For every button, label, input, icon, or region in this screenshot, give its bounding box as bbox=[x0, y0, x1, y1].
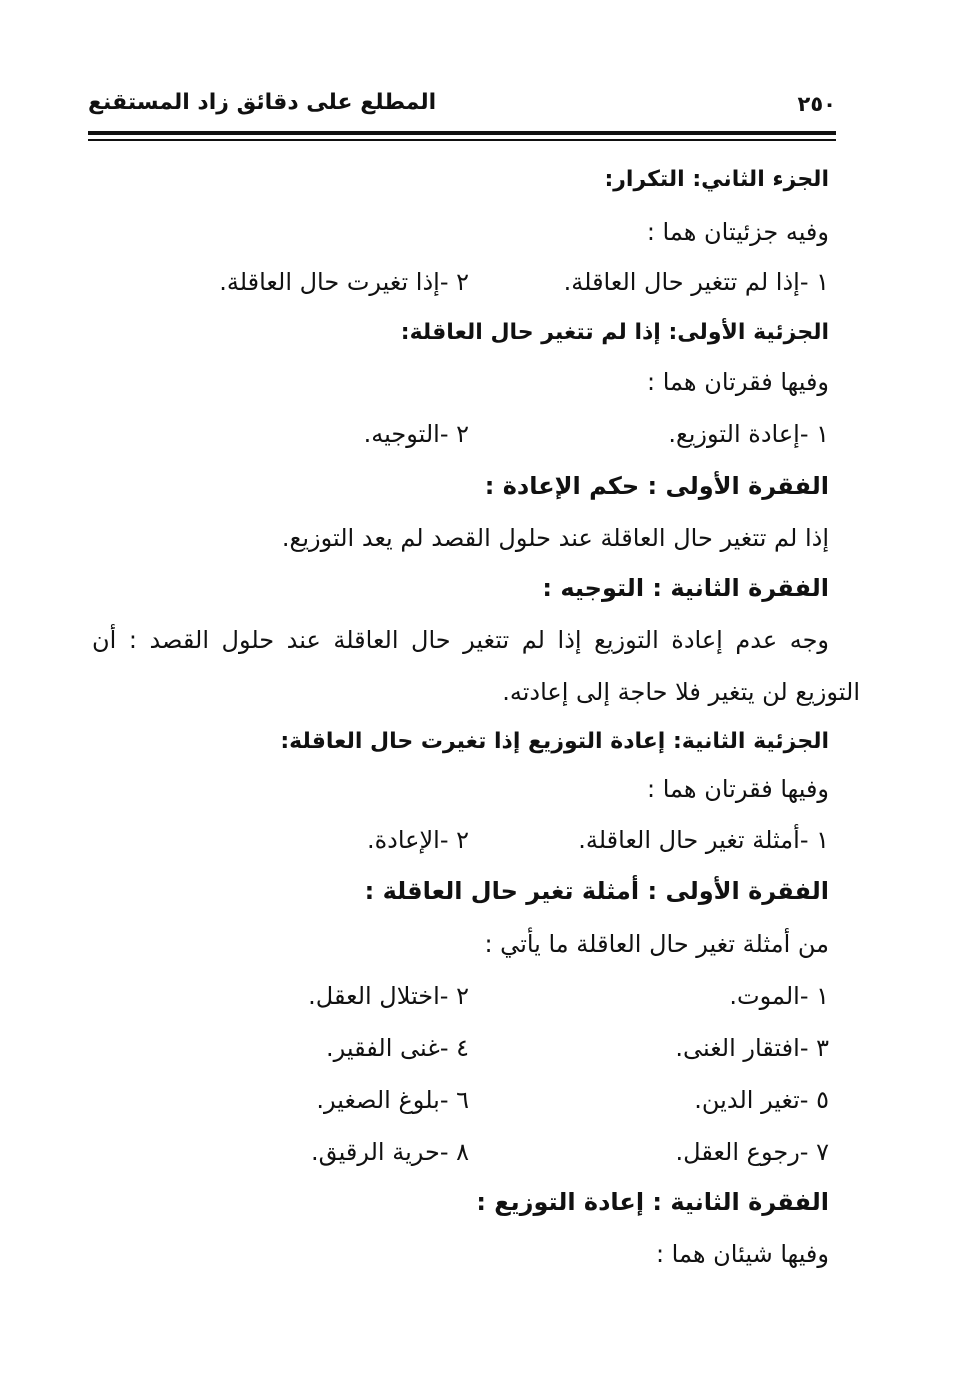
paragraph-text: من أمثلة تغير حال العاقلة ما يأتي : bbox=[484, 930, 829, 958]
list-item: ٣ -افتقار الغنى. bbox=[675, 1034, 829, 1062]
header-rule-thick bbox=[88, 131, 836, 135]
running-title: المطلع على دقائق زاد المستقنع bbox=[88, 90, 437, 115]
header-rule-thin bbox=[88, 139, 836, 141]
section-heading: الجزئية الأولى: إذا لم تتغير حال العاقلة: bbox=[400, 320, 829, 345]
part-intro: وفيه جزئيتان هما : bbox=[646, 218, 829, 246]
list-item: ١ -أمثلة تغير حال العاقلة. bbox=[578, 826, 829, 854]
paragraph-text: إذا لم تتغير حال العاقلة عند حلول القصد لم يعد التوزيع. bbox=[281, 524, 829, 552]
paragraph-text: وفيها شيئان هما : bbox=[655, 1240, 829, 1268]
paragraph-heading: الفقرة الأولى : حكم الإعادة : bbox=[484, 472, 829, 500]
list-item: ٤ -غنى الفقير. bbox=[326, 1034, 469, 1062]
list-item: ٧ -رجوع العقل. bbox=[675, 1138, 829, 1166]
list-item: ١ -إعادة التوزيع. bbox=[668, 420, 829, 448]
paragraph-heading: الفقرة الثانية : التوجيه : bbox=[542, 574, 829, 602]
section-heading: الجزئية الثانية: إعادة التوزيع إذا تغيرت حال العاقلة: bbox=[280, 729, 829, 754]
section-intro: وفيها فقرتان هما : bbox=[647, 368, 829, 396]
list-item: ٦ -بلوغ الصغير. bbox=[316, 1086, 469, 1114]
list-item: ١ -إذا لم تتغير حال العاقلة. bbox=[563, 268, 829, 296]
list-item: ٢ -التوجيه. bbox=[363, 420, 469, 448]
list-item: ٢ -الإعادة. bbox=[366, 826, 469, 854]
paragraph-text: وجه عدم إعادة التوزيع إذا لم تتغير حال العاقلة عند حلول القصد : أن bbox=[92, 626, 829, 654]
list-item: ٥ -تغير الدين. bbox=[694, 1086, 829, 1114]
paragraph-text: التوزيع لن يتغير فلا حاجة إلى إعادته. bbox=[502, 678, 860, 706]
page-number: ٢٥٠ bbox=[797, 92, 836, 116]
page-header bbox=[88, 88, 836, 128]
list-item: ١ -الموت. bbox=[729, 982, 829, 1010]
paragraph-heading: الفقرة الثانية : إعادة التوزيع : bbox=[476, 1188, 829, 1216]
paragraph-heading: الفقرة الأولى : أمثلة تغير حال العاقلة : bbox=[364, 877, 829, 905]
list-item: ٢ -اختلال العقل. bbox=[308, 982, 469, 1010]
section-intro: وفيها فقرتان هما : bbox=[647, 775, 829, 803]
list-item: ٨ -حرية الرقيق. bbox=[310, 1138, 469, 1166]
part-heading: الجزء الثاني: التكرار: bbox=[604, 167, 829, 192]
list-item: ٢ -إذا تغيرت حال العاقلة. bbox=[219, 268, 469, 296]
